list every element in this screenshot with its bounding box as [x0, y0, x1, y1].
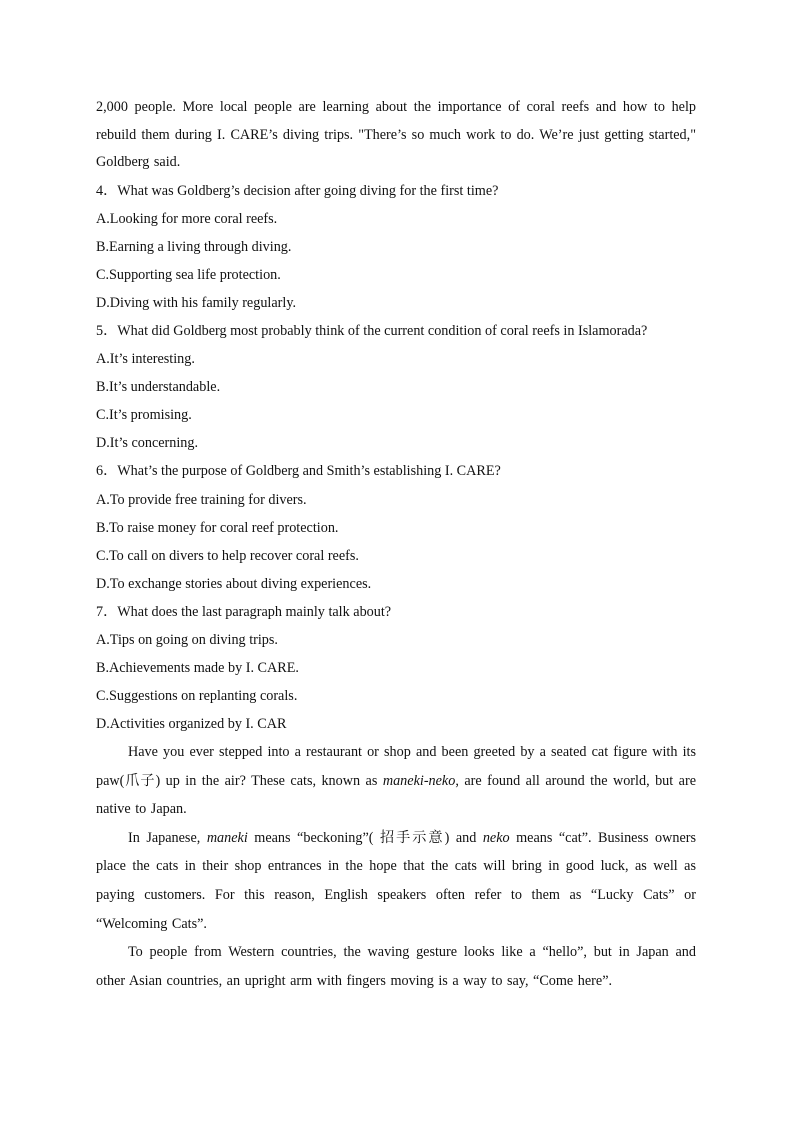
option-c: C.It’s promising. — [96, 407, 192, 423]
document-page — [96, 94, 696, 995]
text-run: In Japanese, — [128, 829, 207, 846]
option-c: C.Suggestions on replanting corals. — [96, 688, 298, 704]
option-a: A.Tips on going on diving trips. — [96, 632, 278, 648]
option-a: A.It’s interesting. — [96, 351, 195, 367]
option-b: B.To raise money for coral reef protection. — [96, 519, 339, 536]
option-b: B.It’s understandable. — [96, 379, 221, 395]
question-4 — [96, 177, 696, 318]
option-a: A.To provide free training for divers. — [96, 491, 307, 508]
intro-paragraph: 2,000 people. More local people are learning about the importance of coral reefs and how to help rebuild them during I. CARE’s diving trips. "There’s so much work to do. We’re just getting started," Goldberg said. — [96, 99, 696, 170]
passage-paragraph-1 — [96, 738, 696, 824]
text-run: means “cat”. Business owners place the cats in their shop entrances in the hope that the cats will bring in good luck, as well as paying customers. For this reason, English speakers often refer to them as “Lucky Cats” or “Welcoming Cats”. — [96, 829, 696, 932]
option-b: B.Earning a living through diving. — [96, 239, 292, 255]
option-a: A.Looking for more coral reefs. — [96, 211, 278, 227]
question-stem: 5．What did Goldberg most probably think of the current condition of coral reefs in Islamorada? — [96, 323, 648, 339]
question-stem: 7．What does the last paragraph mainly talk about? — [96, 603, 392, 620]
text-run: means “beckoning”( 招手示意) and — [247, 829, 483, 846]
option-d: D.Activities organized by I. CAR — [96, 716, 287, 732]
question-stem: 4．What was Goldberg’s decision after going diving for the first time? — [96, 182, 499, 199]
option-c: C.To call on divers to help recover coral reefs. — [96, 547, 359, 564]
question-6 — [96, 457, 696, 598]
passage-paragraph-3: To people from Western countries, the waving gesture looks like a “hello”, but in Japan and other Asian countries, an upright arm with fingers moving is a way to say, “Come here”. — [96, 944, 696, 989]
text-run: , are found all around the world, but are native to Japan. — [96, 772, 696, 818]
japanese-term: neko — [482, 829, 510, 846]
option-d: D.To exchange stories about diving experiences. — [96, 575, 372, 592]
japanese-term: maneki — [206, 829, 248, 846]
japanese-term: maneki-neko — [382, 772, 456, 789]
question-5 — [96, 317, 696, 457]
option-c: C.Supporting sea life protection. — [96, 267, 281, 283]
question-7 — [96, 598, 696, 739]
option-b: B.Achievements made by I. CARE. — [96, 660, 299, 676]
passage-paragraph-2 — [96, 824, 696, 938]
option-d: D.Diving with his family regularly. — [96, 295, 297, 311]
text-run: Have you ever stepped into a restaurant or shop and been greeted by a seated cat figure with its paw(爪子) up in the air? These cats, known as — [96, 744, 696, 789]
option-d: D.It’s concerning. — [96, 435, 199, 451]
question-stem: 6．What’s the purpose of Goldberg and Smith’s establishing I. CARE? — [96, 463, 501, 479]
